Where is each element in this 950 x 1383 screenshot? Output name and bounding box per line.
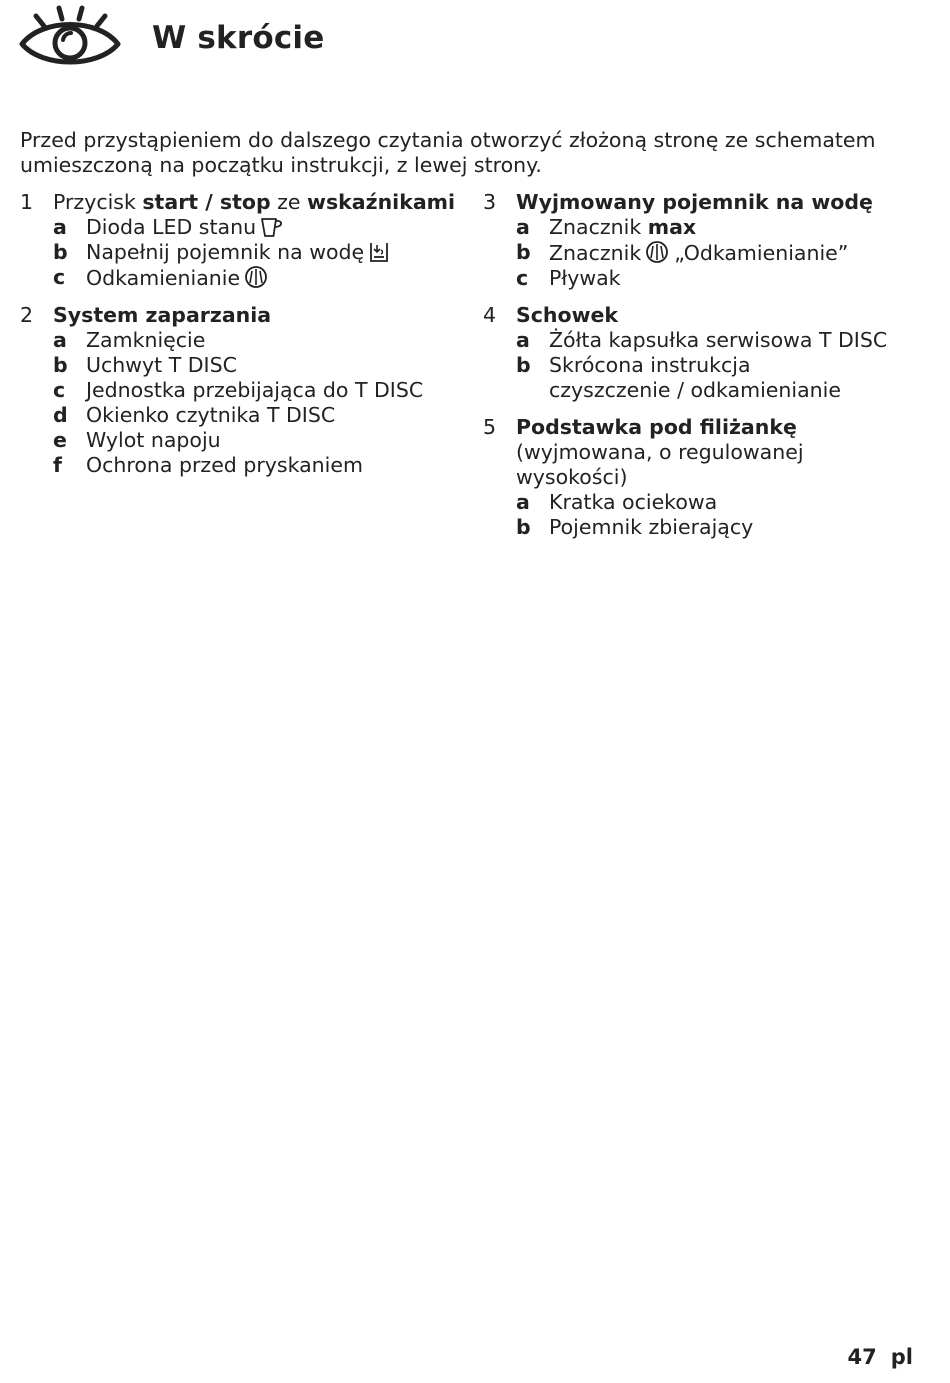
intro-text: Przed przystąpieniem do dalszego czytania otworzyć złożoną stronę ze schematem umieszczoną na początku instrukcji, z lewej strony. (20, 128, 876, 177)
section-number: 4 (483, 303, 497, 327)
right-column (483, 190, 933, 552)
item-letter: c (53, 378, 66, 402)
page-title: W skrócie (152, 20, 325, 56)
item-text: „Odkamienianie” (674, 241, 849, 265)
item-letter: d (53, 403, 68, 427)
heading-bold-text: start / stop (142, 190, 271, 214)
list-item (53, 215, 460, 240)
list-item (53, 265, 460, 291)
section-number: 5 (483, 415, 497, 439)
item-text: czyszczenie / odkamienianie (549, 378, 841, 402)
item-letter: b (516, 353, 531, 377)
item-letter: a (53, 328, 67, 352)
item-text: Napełnij pojemnik na wodę (86, 240, 365, 264)
item-text: Wylot napoju (86, 428, 221, 452)
section-heading: Wyjmowany pojemnik na wodę (516, 190, 873, 214)
section-number: 1 (20, 190, 34, 214)
item-letter: a (516, 328, 530, 352)
item-text: Okienko czytnika T DISC (86, 403, 336, 427)
item-text: Odkamienianie (86, 266, 241, 290)
cup-icon (260, 216, 286, 238)
section-heading (53, 190, 460, 215)
item-text: Kratka ociekowa (549, 490, 718, 514)
list-item (53, 328, 460, 353)
footer (848, 1345, 913, 1369)
header (18, 4, 122, 72)
item-text: Pojemnik zbierający (549, 515, 754, 539)
item-letter: b (53, 240, 68, 264)
item-letter: b (53, 353, 68, 377)
list-item (516, 240, 933, 266)
list-item (53, 353, 460, 378)
item-letter: c (53, 265, 66, 289)
section-number: 2 (20, 303, 34, 327)
list-item (53, 240, 460, 265)
section-2 (20, 303, 460, 478)
item-letter: b (516, 515, 531, 539)
descaling-icon (645, 240, 669, 264)
section-5 (483, 415, 933, 540)
item-letter: f (53, 453, 62, 477)
item-text: Znacznik (549, 215, 648, 239)
item-letter: b (516, 240, 531, 264)
section-number: 3 (483, 190, 497, 214)
heading-text: ze (270, 190, 308, 214)
section-subheading: (wyjmowana, o regulowanej wysokości) (516, 440, 804, 489)
section-heading: System zaparzania (53, 303, 272, 327)
item-letter: e (53, 428, 67, 452)
eye-icon (18, 4, 122, 72)
section-heading: Podstawka pod filiżankę (516, 415, 797, 439)
list-item (53, 453, 460, 478)
item-text: Jednostka przebijająca do T DISC (86, 378, 424, 402)
heading-bold-text: wskaźnikami (307, 190, 456, 214)
item-text: Znacznik (549, 241, 642, 265)
list-item (516, 490, 933, 515)
list-item (516, 266, 933, 291)
item-text: Zamknięcie (86, 328, 206, 352)
left-column (20, 190, 460, 490)
item-letter: a (53, 215, 67, 239)
list-item (53, 403, 460, 428)
list-item (516, 353, 933, 403)
list-item (516, 515, 933, 540)
descaling-icon (244, 265, 268, 289)
water-tank-icon (368, 241, 390, 263)
section-1 (20, 190, 460, 291)
item-text: Żółta kapsułka serwisowa T DISC (549, 328, 888, 352)
section-heading: Schowek (516, 303, 619, 327)
item-bold-text: max (647, 215, 697, 239)
item-text: Dioda LED stanu (86, 215, 257, 239)
item-text: Skrócona instrukcja (549, 353, 751, 377)
section-4 (483, 303, 933, 403)
item-letter: c (516, 266, 529, 290)
item-text: Uchwyt T DISC (86, 353, 237, 377)
language-code: pl (890, 1345, 913, 1369)
list-item (516, 215, 933, 240)
list-item (53, 428, 460, 453)
heading-text: Przycisk (53, 190, 143, 214)
section-3 (483, 190, 933, 291)
item-letter: a (516, 215, 530, 239)
list-item (516, 328, 933, 353)
page-number: 47 (847, 1345, 877, 1369)
item-letter: a (516, 490, 530, 514)
item-text: Ochrona przed pryskaniem (86, 453, 363, 477)
item-text: Pływak (549, 266, 621, 290)
list-item (53, 378, 460, 403)
